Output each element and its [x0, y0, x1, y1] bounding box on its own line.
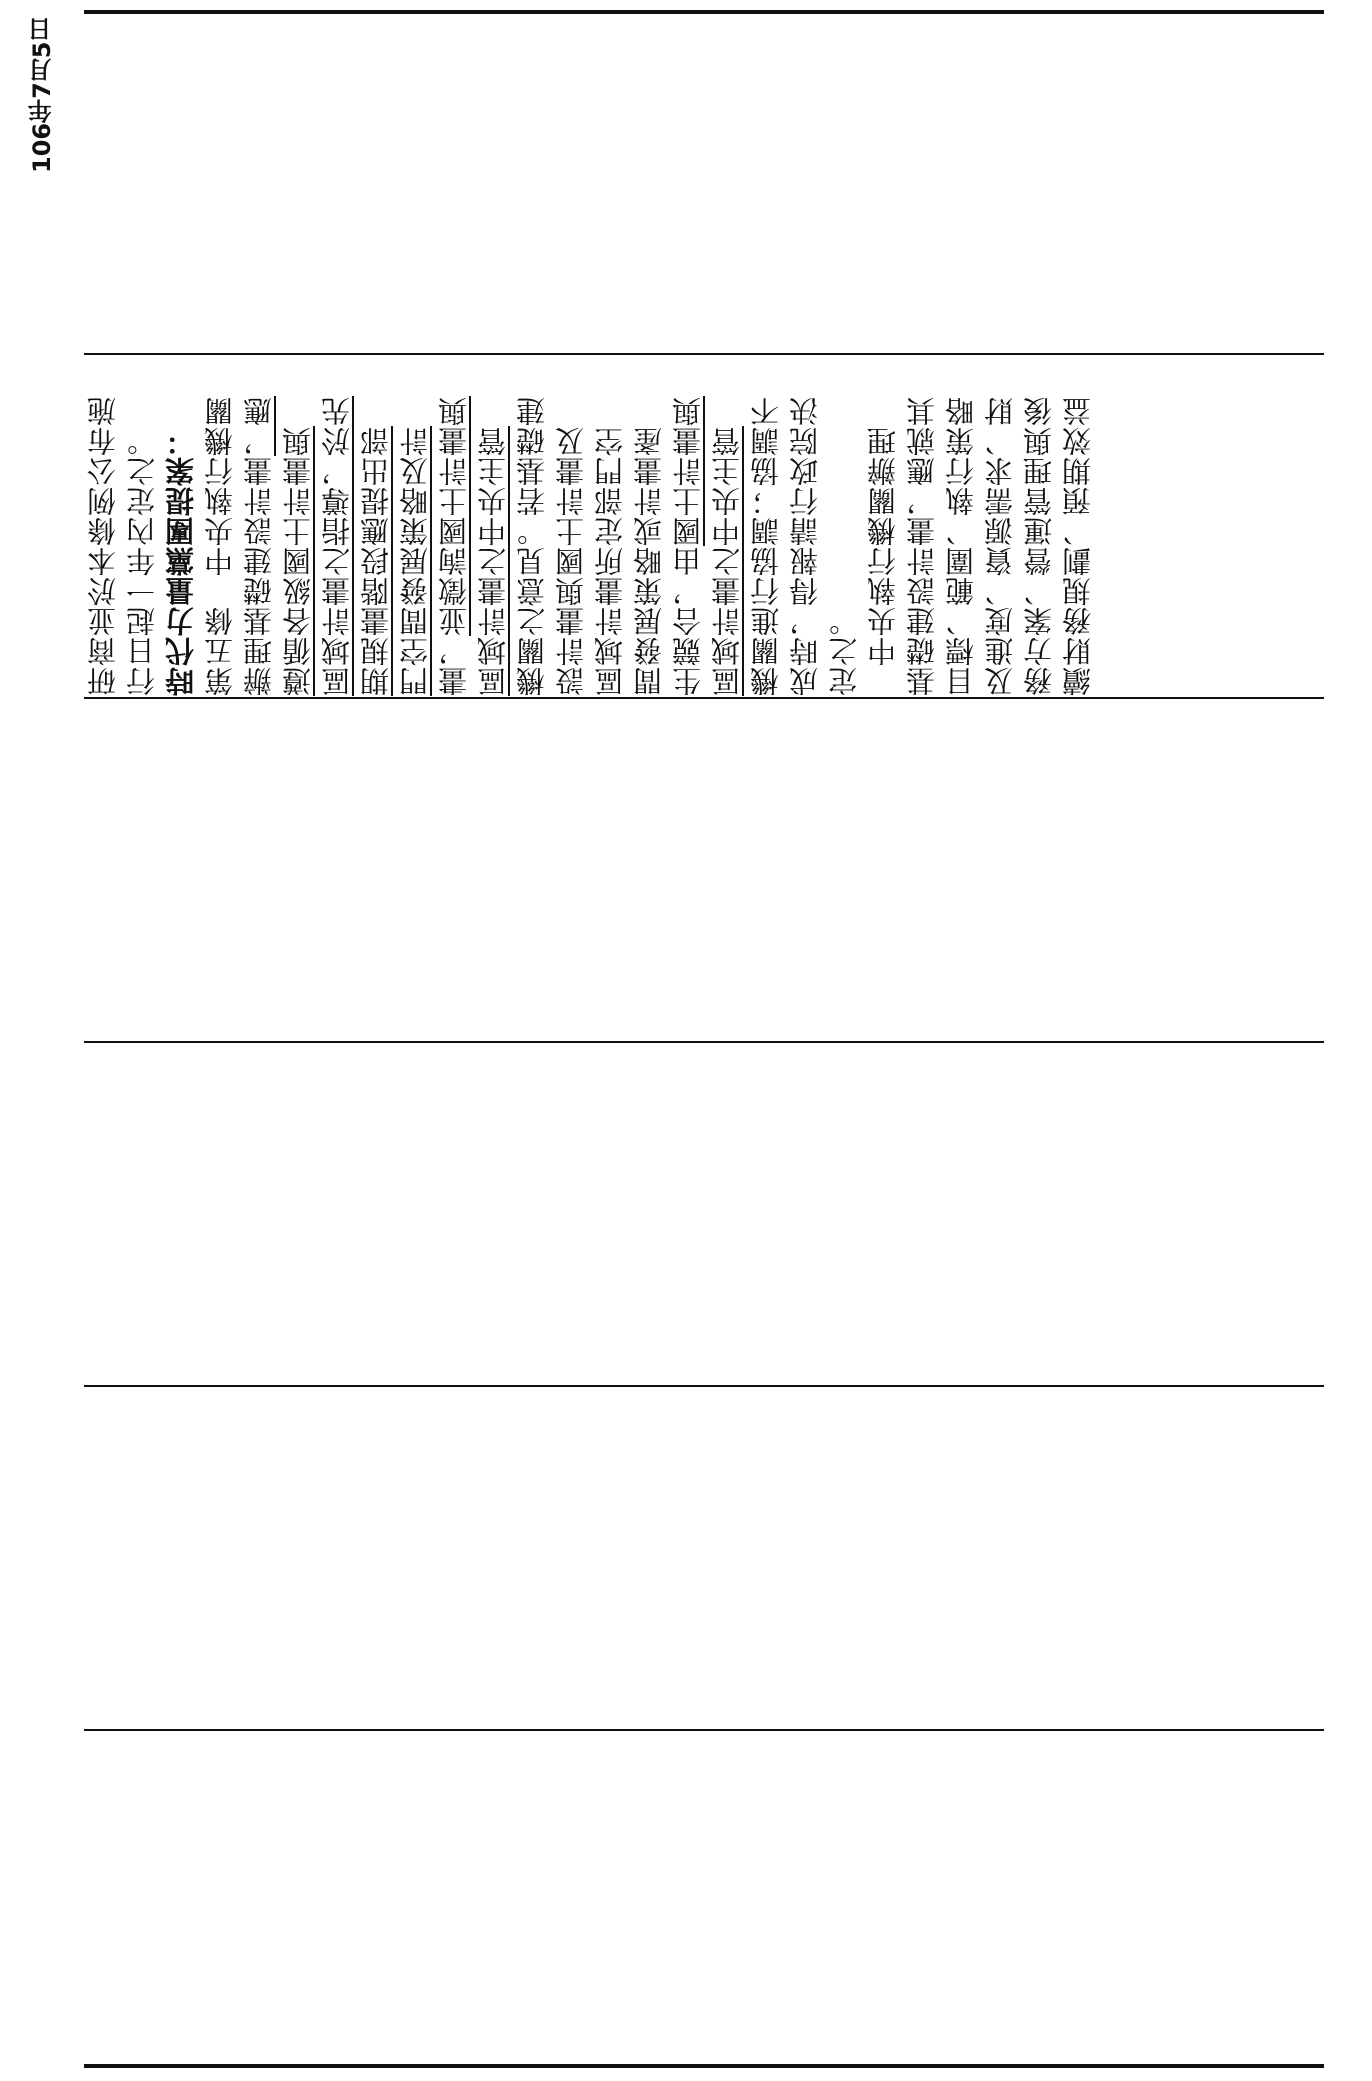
text-line: [435, 356, 474, 696]
page-date: 106年7月5日: [28, 18, 56, 174]
text-run: 行日起一年內定之。: [125, 426, 159, 696]
underlined-text: 期規畫階段: [359, 546, 393, 696]
text-run: 中央執行機關辦理: [866, 426, 900, 696]
text-line: [864, 356, 903, 696]
text-line: [942, 356, 981, 696]
text-run: 機關之意見。若基礎建: [515, 396, 549, 696]
vertical-text-lines: [84, 356, 1324, 696]
text-line: [669, 356, 708, 696]
text-line: [591, 356, 630, 696]
text-run: 務方案、營運管理與後: [1022, 396, 1056, 696]
text-run: 研商並於本條例公布施: [86, 396, 120, 696]
underlined-text: 遵循各級國土計畫與: [281, 426, 315, 696]
text-line: [1059, 356, 1098, 696]
text-line: [357, 356, 396, 696]
text-run: 生競合，由: [671, 546, 705, 696]
text-line: [708, 356, 747, 696]
text-line: [84, 356, 123, 696]
row-divider: [84, 1385, 1324, 1387]
row-divider: [84, 1729, 1324, 1731]
text-run: 機關進行協調；協調不: [749, 396, 783, 696]
text-run: 畫，: [437, 636, 471, 696]
text-line: [981, 356, 1020, 696]
text-line: [162, 356, 201, 696]
underlined-text: 區域計畫之中央主管: [710, 426, 744, 696]
text-line: [474, 356, 513, 696]
text-line: [1020, 356, 1059, 696]
text-run: 定之。: [827, 606, 861, 696]
text-line: [513, 356, 552, 696]
underlined-text: 門空間發展策略及計: [398, 426, 432, 696]
text-run: 辦理基礎建設計畫: [242, 456, 276, 696]
row-divider: [84, 697, 1324, 699]
text-line: [240, 356, 279, 696]
bottom-rule: [84, 2064, 1324, 2068]
text-run: 續財務規劃、預期效益: [1061, 396, 1095, 696]
text-line: [630, 356, 669, 696]
underlined-text: 區域計畫之指導，於先: [320, 396, 354, 696]
text-line: [279, 356, 318, 696]
text-run: 基礎建設計畫，應就其: [905, 396, 939, 696]
text-run: 設計畫與國土計畫及: [554, 426, 588, 696]
underlined-text: 並徵詢國土計畫與: [437, 396, 471, 636]
underlined-text: ，應: [242, 396, 276, 456]
text-run: 區域計畫所定部門空: [593, 426, 627, 696]
text-line: [123, 356, 162, 696]
text-line: [825, 356, 864, 696]
text-line: [903, 356, 942, 696]
row-divider: [84, 1041, 1324, 1043]
underlined-text: 國土計畫與: [671, 396, 705, 546]
text-line: [318, 356, 357, 696]
row-divider: [84, 353, 1324, 355]
text-line: [396, 356, 435, 696]
underlined-text: 區域計畫之中央主管: [476, 426, 510, 696]
proposal-text-block: [84, 356, 1324, 696]
text-line: [747, 356, 786, 696]
text-line: [201, 356, 240, 696]
text-line: [786, 356, 825, 696]
underlined-text: 應提出部: [359, 426, 393, 546]
text-run: 間發展策略或計畫產: [632, 426, 666, 696]
text-run: 成時，得報請行政院決: [788, 396, 822, 696]
text-run: 時代力量黨團提案：: [164, 426, 198, 696]
text-run: 及進度、資源需求、財: [983, 396, 1017, 696]
text-line: [552, 356, 591, 696]
text-run: 第五條 中央執行機關: [203, 396, 237, 696]
top-rule: [84, 10, 1324, 14]
text-run: 目標、範圍、執行策略: [944, 396, 978, 696]
